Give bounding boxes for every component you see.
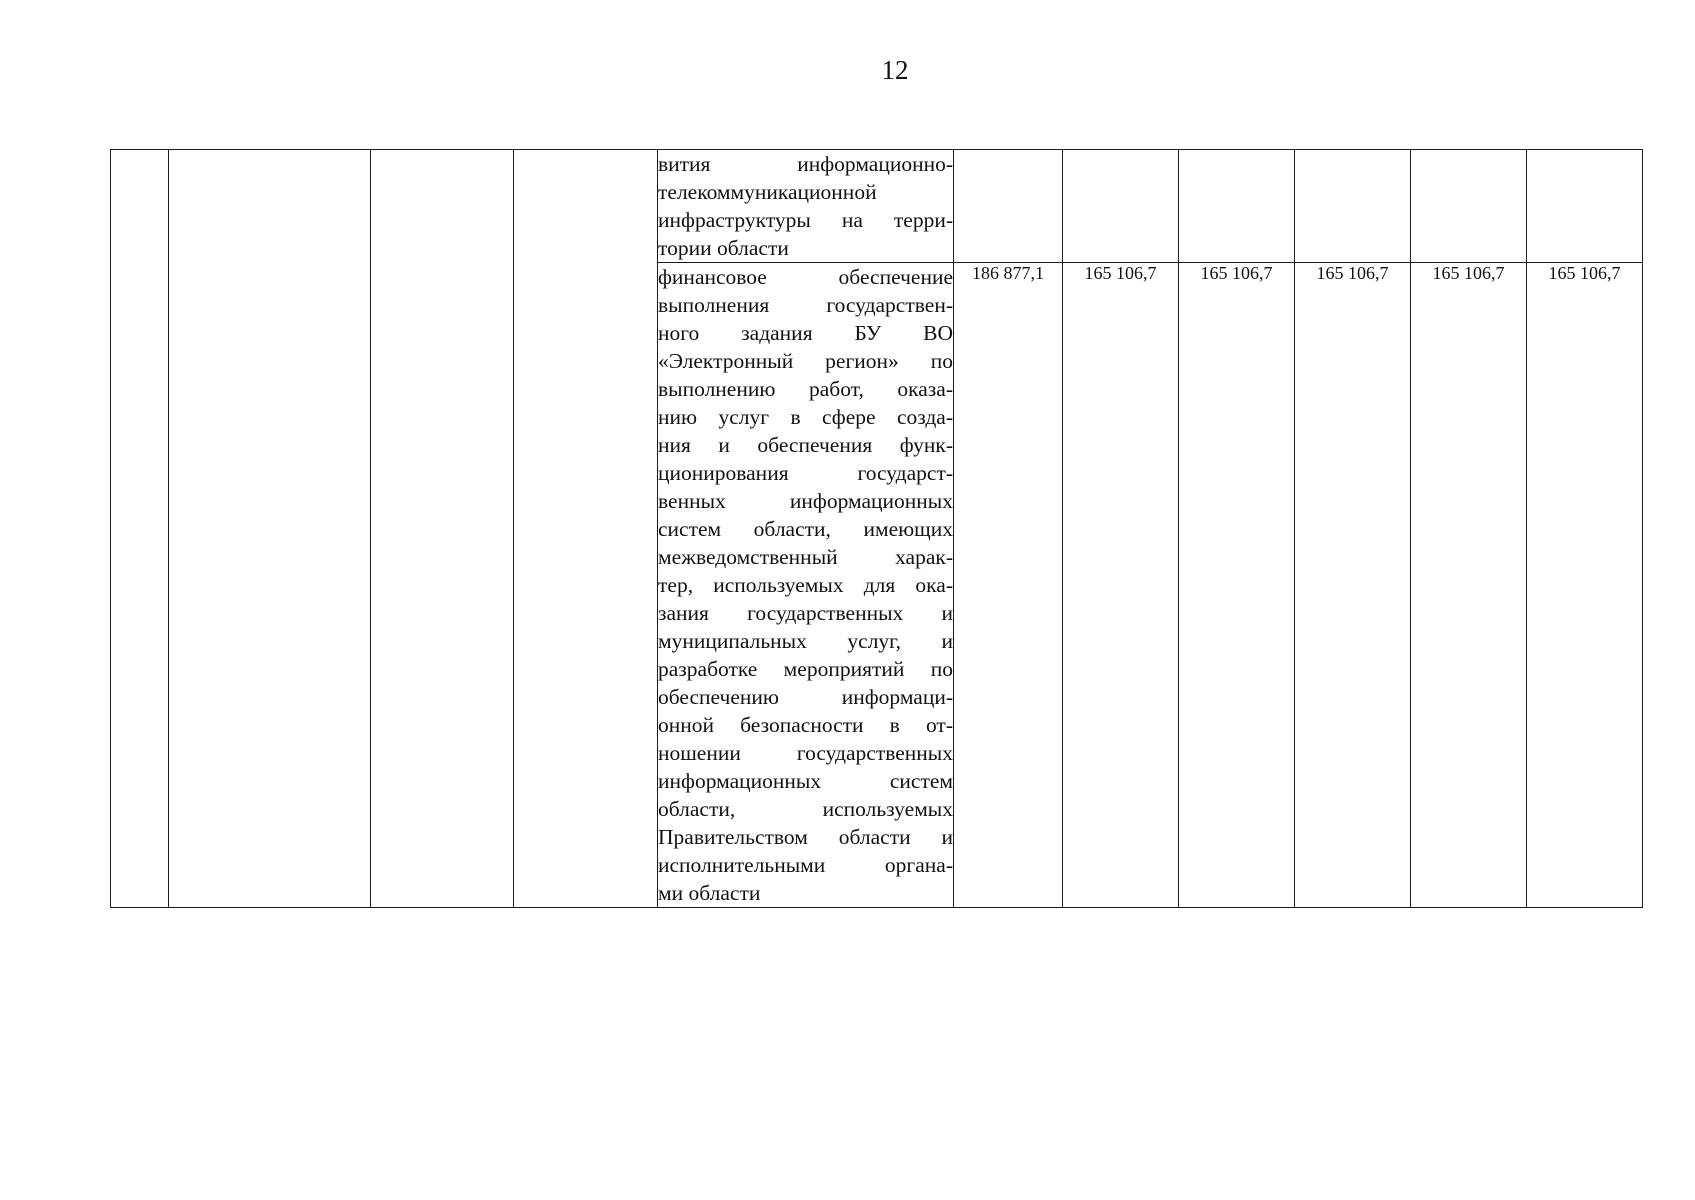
value-cell: 165 106,7 <box>1527 263 1643 908</box>
table-row <box>111 150 1643 263</box>
value-cell: 165 106,7 <box>1295 263 1411 908</box>
value-cell <box>1295 150 1411 263</box>
empty-cell <box>371 150 514 908</box>
value-cell <box>1411 150 1527 263</box>
description-line: тории области <box>658 236 789 260</box>
value-cell <box>954 150 1063 263</box>
description-cell <box>658 150 954 263</box>
value-cell <box>1063 150 1179 263</box>
description-line: финансовое обеспечение <box>658 265 953 289</box>
description-line: тер, используемых для ока- <box>658 573 953 597</box>
description-cell <box>658 263 954 908</box>
value-cell: 165 106,7 <box>1411 263 1527 908</box>
description-line: онной безопасности в от- <box>658 713 953 737</box>
description-line: ного задания БУ ВО <box>658 321 953 345</box>
value-cell <box>1179 150 1295 263</box>
page-number: 12 <box>881 55 909 85</box>
description-line: муниципальных услуг, и <box>658 629 953 653</box>
value-cell: 186 877,1 <box>954 263 1063 908</box>
description-line: «Электронный регион» по <box>658 349 953 373</box>
description-line: ния и обеспечения функ- <box>658 433 953 457</box>
value-cell: 165 106,7 <box>1179 263 1295 908</box>
empty-cell <box>111 150 169 908</box>
description-line: ционирования государст- <box>658 461 953 485</box>
description-line: телекоммуникационной <box>658 180 877 204</box>
description-line: систем области, имеющих <box>658 517 953 541</box>
description-line: обеспечению информаци- <box>658 685 953 709</box>
description-line: межведомственный харак- <box>658 545 953 569</box>
description-line: зания государственных и <box>658 601 953 625</box>
description-line: венных информационных <box>658 489 953 513</box>
description-line: исполнительными органа- <box>658 853 953 877</box>
description-line: разработке мероприятий по <box>658 657 953 681</box>
value-cell <box>1527 150 1643 263</box>
empty-cell <box>514 150 658 908</box>
description-line: инфраструктуры на терри- <box>658 208 953 232</box>
description-line: выполнения государствен- <box>658 293 953 317</box>
description-line: области, используемых <box>658 797 953 821</box>
budget-table <box>110 149 1643 908</box>
description-line: информационных систем <box>658 769 953 793</box>
description-line: нию услуг в сфере созда- <box>658 405 953 429</box>
description-line: ношении государственных <box>658 741 953 765</box>
value-cell: 165 106,7 <box>1063 263 1179 908</box>
description-line: ми области <box>658 881 761 905</box>
description-line: вития информационно- <box>658 152 953 176</box>
description-line: Правительством области и <box>658 825 953 849</box>
empty-cell <box>169 150 371 908</box>
description-line: выполнению работ, оказа- <box>658 377 953 401</box>
